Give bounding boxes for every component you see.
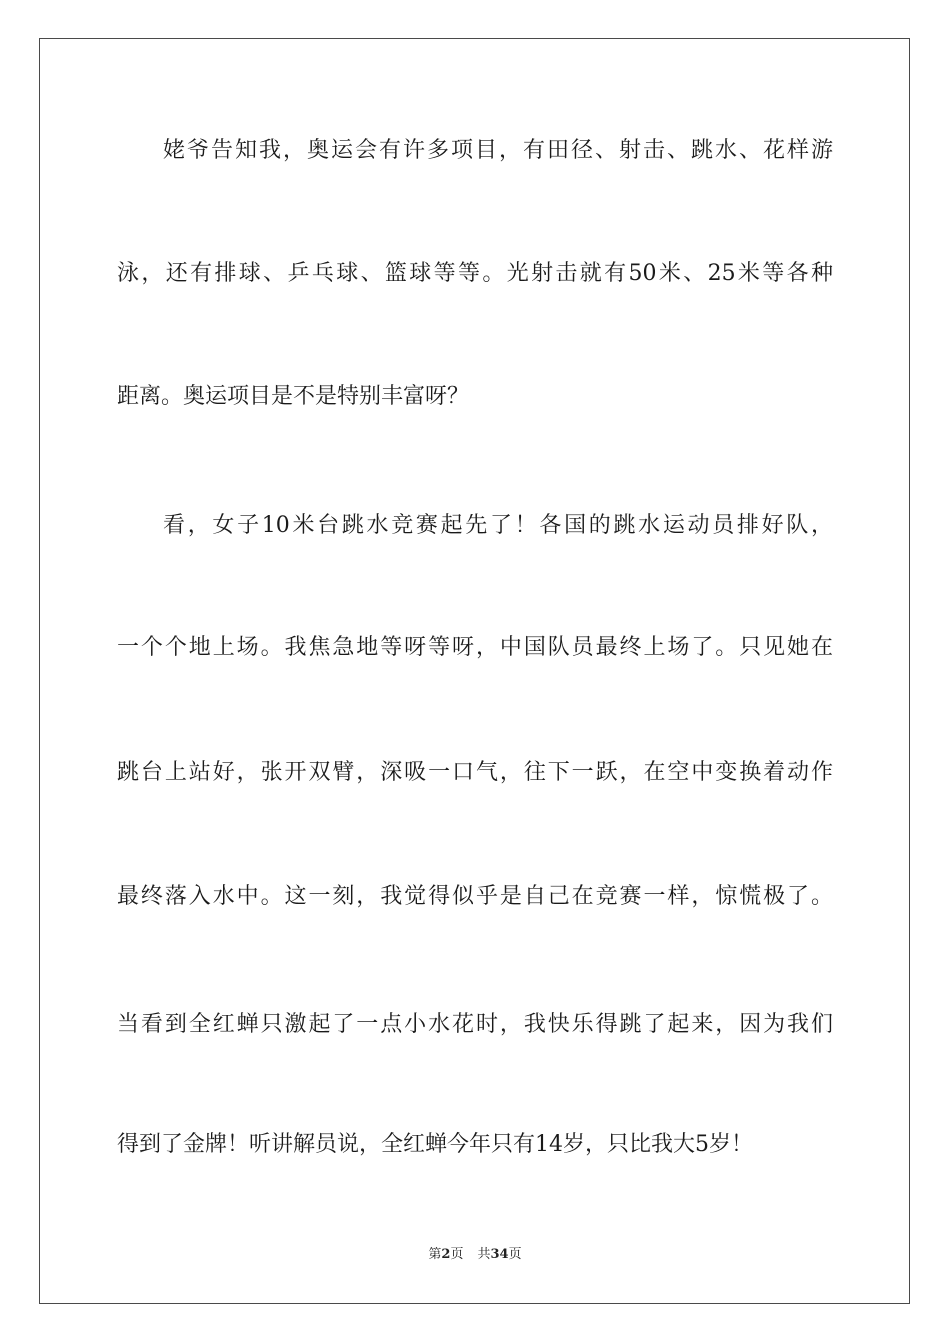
paragraph-1-line-1: 姥爷告知我，奥运会有许多项目，有田径、射击、跳水、花样游 <box>163 138 833 163</box>
paragraph-2-line-3: 跳台上站好，张开双臂，深吸一口气，往下一跃，在空中变换着动作 <box>117 760 833 785</box>
paragraph-2-line-1: 看，女子10米台跳水竞赛起先了！各国的跳水运动员排好队， <box>163 513 833 538</box>
paragraph-2-line-6: 得到了金牌！听讲解员说，全红蝉今年只有14岁，只比我大5岁！ <box>117 1132 753 1157</box>
paragraph-2-line-2: 一个个地上场。我焦急地等呀等呀，中国队员最终上场了。只见她在 <box>117 635 833 660</box>
total-prefix: 共 <box>477 1247 491 1262</box>
page-prefix: 第 <box>428 1247 442 1262</box>
page-footer <box>0 1245 950 1265</box>
paragraph-2-line-4: 最终落入水中。这一刻，我觉得似乎是自己在竞赛一样，惊慌极了。 <box>117 884 833 909</box>
paragraph-2-line-5: 当看到全红蝉只激起了一点小水花时，我快乐得跳了起来，因为我们 <box>117 1012 833 1037</box>
page-border <box>39 38 910 1304</box>
page-suffix: 页 <box>450 1247 464 1262</box>
total-pages: 34 <box>490 1247 509 1262</box>
paragraph-1-line-2: 泳，还有排球、乒乓球、篮球等等。光射击就有50米、25米等各种 <box>117 261 833 286</box>
paragraph-1-line-3: 距离。奥运项目是不是特别丰富呀？ <box>117 384 470 409</box>
page-number: 2 <box>441 1247 451 1262</box>
total-suffix: 页 <box>508 1247 522 1262</box>
